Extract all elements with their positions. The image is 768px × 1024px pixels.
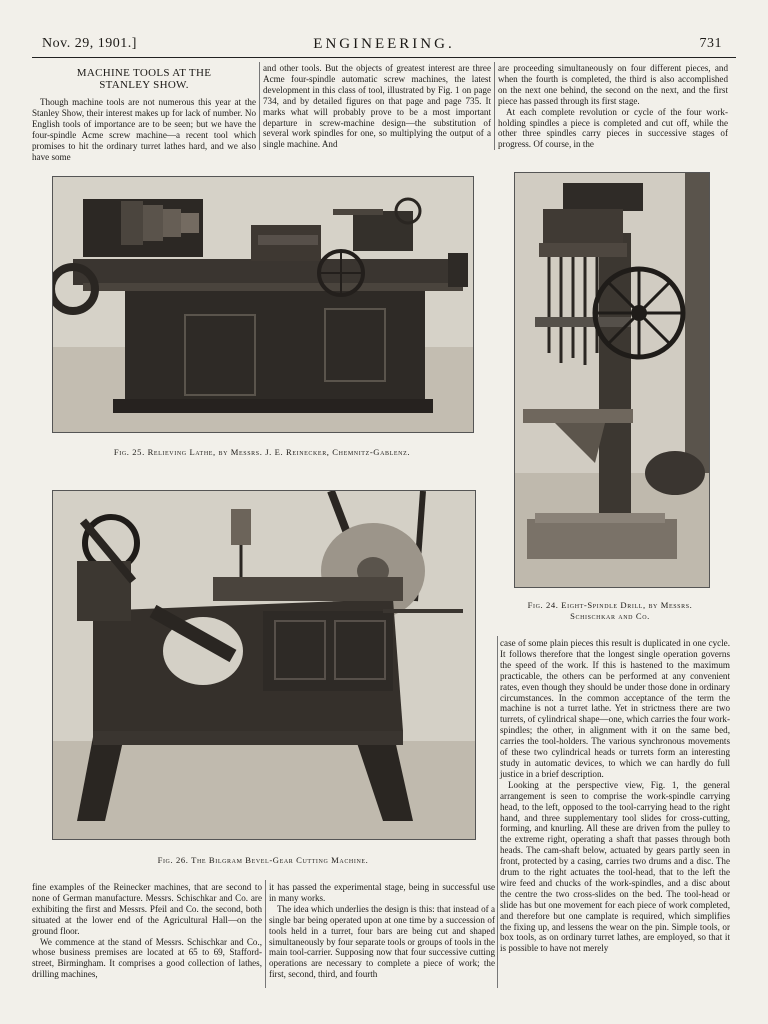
column-1-bottom-paragraph-1: fine examples of the Reinecker machines, that are second to none of German manufacture. Messrs. Schischkar and Co. are exhibiting the first and Messrs. Pfeil and Co. the second, both situated at the lower end of the Agricultural Hall—on the ground floor.: [32, 882, 262, 936]
column-2-top-paragraph: and other tools. But the objects of greatest interest are three Acme four-spindle automatic screw machines, the latest development in this class of tool, illustrated by Fig. 1 on page 734, and by detailed figures on that page and page 735. It marks what will probably prove to be a most important departure in screw-machine design—the substitution of several work spindles for one, so multiplying the output of a single machine. And: [263, 63, 491, 150]
column-2-bottom-paragraph-1: it has passed the experimental stage, being in successful use in many works.: [269, 882, 495, 903]
column-2-bottom-paragraph-2: The idea which underlies the design is this: that instead of a single bar being operated upon at one time by a succession of tools held in a turret, four bars are being cut and shaped simultaneously by four separate tools or groups of tools in the main tool-carrier. Supposing now that four successive cutting operations are necessary to complete a piece of work; the first, second, third, and fourth: [269, 903, 495, 980]
article-title-line1: MACHINE TOOLS AT THE: [76, 67, 212, 79]
column-divider: [265, 880, 266, 988]
fig25-caption: Fig. 25. Relieving Lathe, by Messrs. J. E. Reinecker, Chemnitz-Gablenz.: [113, 447, 411, 457]
header-rule: [32, 57, 736, 58]
column-divider: [259, 62, 260, 150]
column-divider: [497, 636, 498, 988]
column-divider: [494, 62, 495, 150]
column-1-top: [32, 63, 256, 162]
article-intro-paragraph: Though machine tools are not numerous this year at the Stanley Show, their interest makes up for lack of number. No English tools of importance are to be seen; but we have the four-spindle Acme screw machine—a recent tool which promises to hit the ordinary turret lathes hard, and we also have some: [32, 97, 256, 162]
fig25-lathe-image: [52, 176, 474, 433]
column-1-bottom: [32, 882, 262, 980]
column-2-top: [263, 63, 491, 150]
fig26-caption: Fig. 26. The Bilgram Bevel-Gear Cutting Machine.: [157, 855, 369, 865]
page-date: Nov. 29, 1901.]: [42, 36, 137, 51]
fig24-caption-line2: Schischkar and Co.: [570, 611, 650, 621]
column-3-top: [498, 63, 728, 150]
journal-title: ENGINEERING.: [313, 36, 455, 52]
article-title-line2: STANLEY SHOW.: [99, 79, 189, 91]
column-3-middle: [500, 638, 730, 954]
column-3-middle-paragraph-1: case of some plain pieces this result is duplicated in one cycle. It follows therefore that the longest single operation governs the speed of the work. If this is hastened to the maximum practicable, the others can be performed at any convenient rates, even though they should be under those done in ordinary circumstances. In the common acceptance of the term the machine is not a turret lathe. Yet in strictness there are two turrets, of cylindrical shape—one, which carries the four work-spindles; the other, in alignment with it on the same bed, carries the tool-holders. The various synchronous movements of these two cylindrical heads or turrets form an interesting study in automatic devices, to which we can hardly do full justice in a brief description.: [500, 638, 730, 779]
fig24-drill-image: [514, 172, 710, 588]
column-2-bottom: [269, 882, 495, 980]
fig26-gear-cutter-image: [52, 490, 476, 840]
column-3-middle-paragraph-2: Looking at the perspective view, Fig. 1, the general arrangement is seen to comprise the work-spindle carrying head, to the left, opposed to the tool-carrying head to the right hand, and three supplementary tool slides for cross-cutting, forming, and knurling. All these are driven from the pulley to the extreme right, operating a shaft that passes through both heads. The cam-shaft below, actuated by gears partly seen in front, protected by a casing, carries two drums and a disc. The drum to the right actuates the tool-head, that to the left the wire feed and chucks of the work-spindles, and a disc about the centre the two cross-slides on the bed. The tool-head or slide has but one movement for each piece of work completed, and therefore but one camplate is required, which simplifies the fixing up, and lessens the wear on the pin. Simple tools, or box tools, as on ordinary turret lathes, are employed, so that it is possible to have not merely: [500, 779, 730, 954]
column-3-top-paragraph-2: At each complete revolution or cycle of the four work-holding spindles a piece is completed and cut off, while the other three spindles carry pieces in successive stages of progress. Of course, in the: [498, 106, 728, 150]
page-number: 731: [699, 36, 722, 51]
fig24-caption-line1: Fig. 24. Eight-Spindle Drill, by Messrs.: [527, 600, 693, 610]
column-3-top-paragraph-1: are proceeding simultaneously on four different pieces, and when the fourth is completed, the third is also accomplished on the next one behind, the second on the next, and the first piece has passed through its first stage.: [498, 63, 728, 106]
column-1-bottom-paragraph-2: We commence at the stand of Messrs. Schischkar and Co., whose business premises are located at 65 to 69, Stafford-street, Birmingham. It comprises a good collection of lathes, drilling machines,: [32, 936, 262, 980]
